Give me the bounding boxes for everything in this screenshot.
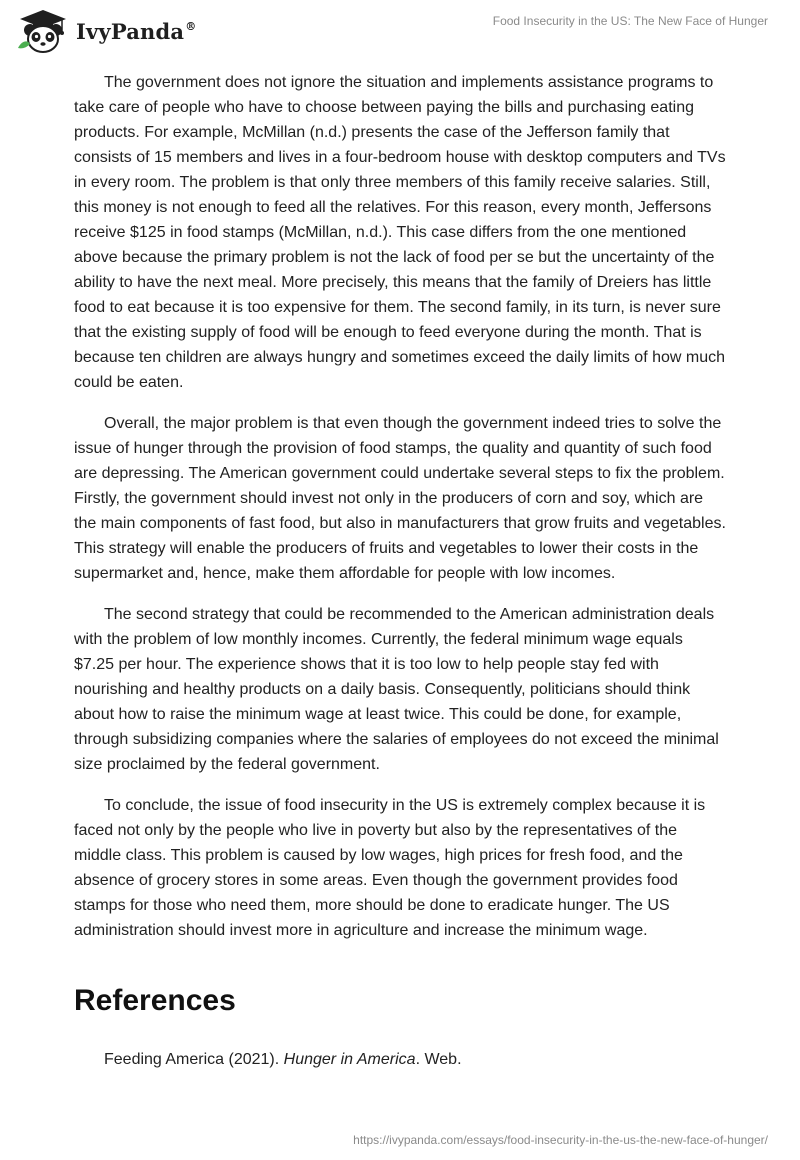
document-title: Food Insecurity in the US: The New Face of Hunger (492, 14, 768, 28)
page-header (0, 0, 800, 60)
paragraph: Overall, the major problem is that even though the government indeed tries to solve the issue of hunger through the provision of food stamps, the quality and quantity of such food are depressing. The American government could undertake several steps to fix the problem. Firstly, the government should invest not only in the producers of corn and soy, which are the main components of fast food, but also in manufacturers that grow fruits and vegetables. This strategy will enable the producers of fruits and vegetables to lower their costs in the supermarket and, hence, make them affordable for people with low incomes. (74, 415, 726, 582)
source-url[interactable]: https://ivypanda.com/essays/food-insecurity-in-the-us-the-new-face-of-hunger/ (353, 1133, 768, 1147)
paragraph: The government does not ignore the situation and implements assistance programs to take care of people who have to choose between paying the bills and purchasing eating products. For example, McMillan (n.d.) presents the case of the Jefferson family that consists of 15 members and lives in a four-bedroom house with desktop computers and TVs in every room. The problem is that only three members of this family receive salaries. Still, this money is not enough to feed all the relatives. For this reason, every month, Jeffersons receive $125 in food stamps (McMillan, n.d.). This case differs from the one mentioned above because the primary problem is not the lack of food per se but the uncertainty of the ability to have the next meal. More precisely, this means that the family of Dreiers has little food to eat because it is too expensive for them. The second family, in its turn, is never sure that the existing supply of food will be enough to feed everyone during the month. That is because ten children are always hungry and sometimes exceed the daily limits of how much could be eaten. (74, 74, 726, 391)
references-heading: References (74, 984, 236, 1017)
reference-entry: Feeding America (2021). Hunger in America. Web. (104, 1051, 462, 1068)
essay-body (74, 70, 726, 959)
reference-title: Hunger in America (283, 1051, 416, 1068)
paragraph: To conclude, the issue of food insecurity in the US is extremely complex because it is faced not only by the people who live in poverty but also by the representatives of the middle class. This problem is caused by low wages, high prices for fresh food, and the absence of grocery stores in some areas. Even though the government provides food stamps for those who need them, more should be done to eradicate hunger. The US administration should invest more in agriculture and increase the minimum wage. (74, 797, 706, 939)
paragraph: The second strategy that could be recommended to the American administration deals with the problem of low monthly incomes. Currently, the federal minimum wage equals $7.25 per hour. The experience shows that it is too low to help people stay fed with nourishing and healthy products on a daily basis. Consequently, politicians should think about how to raise the minimum wage at least twice. This could be done, for example, through subsidizing companies where the salaries of employees do not exceed the minimal size proclaimed by the federal government. (74, 606, 719, 773)
panda-graduate-icon (14, 8, 72, 54)
brand-name: IvyPanda® (76, 18, 197, 44)
ivypanda-logo[interactable] (14, 8, 196, 54)
